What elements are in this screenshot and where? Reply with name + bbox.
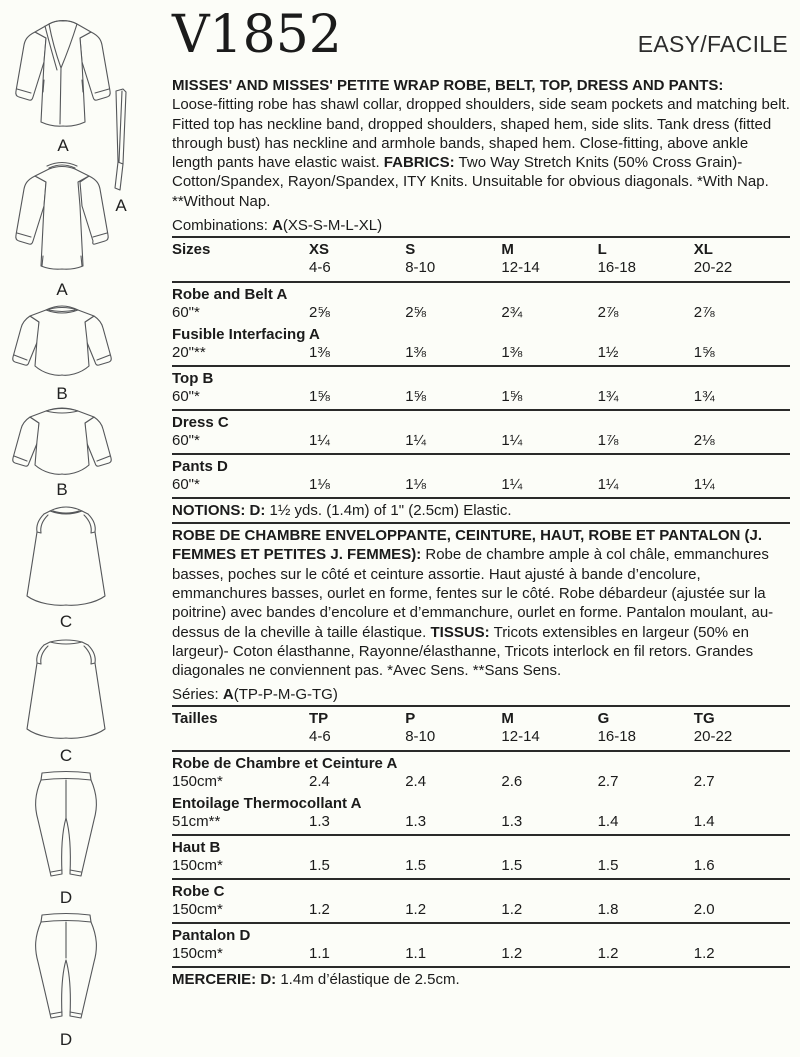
yardage-row [172,900,790,921]
yardage-value: 1.4 [597,813,619,831]
yardage-value: 1¼ [309,432,330,450]
yardage-value: 1.1 [405,945,427,963]
description-en-heading: MISSES' AND MISSES' PETITE WRAP ROBE, BELT, TOP, DRESS AND PANTS: [172,77,724,94]
series-combo: A [222,686,234,704]
fabric-width: 60"* [172,304,200,322]
yardage-value: 1⅛ [309,476,330,494]
yardage-row [172,431,790,452]
yardage-value: 1⅝ [309,388,330,406]
yardage-value: 1⅜ [309,344,330,362]
notions-text: 1½ yds. (1.4m) of 1" (2.5cm) Elastic. [265,502,512,520]
fabric-item-name: Robe C [172,883,225,901]
yardage-value: 1.2 [597,945,619,963]
combinations-label: Combinations: [172,217,273,235]
size-range: 8-10 [405,728,436,746]
fabric-width: 60"* [172,388,200,406]
yardage-value: 1⅛ [405,476,427,494]
yardage-value: 1.3 [405,813,427,831]
rule [172,497,790,499]
yardage-table-french [172,705,790,968]
figure-label: A [57,136,69,155]
top-front-drawing [6,300,118,382]
size-header-corner: Tailles [172,710,218,728]
yardage-value: 1.5 [309,857,330,875]
combinations-combo: A [272,217,283,235]
figure-label: A [56,280,68,299]
yardage-value: 1⅜ [501,344,523,362]
size-col-header: P [405,710,416,728]
fabrics-text: Two Way Stretch Knits (50% Cross Grain)- Cotton/Spandex, Rayon/Spandex, ITY Knits. Unsuitable for obvious diagonals. *With Nap. **Without Nap. [172,154,769,210]
series-line [172,685,790,704]
rule [172,453,790,455]
pattern-info [172,0,790,991]
mercerie-label: MERCERIE: D: [172,971,277,989]
mercerie-line [172,969,790,990]
mercerie-text: 1.4m d’élastique de 2.5cm. [276,971,460,989]
rule [172,834,790,836]
size-header-row [172,239,790,259]
fabric-item-name: Entoilage Thermocollant A [172,795,362,813]
yardage-value: 1¼ [501,476,523,494]
yardage-value: 1.2 [309,901,330,919]
rule [172,281,790,283]
yardage-row [172,856,790,877]
fabric-item-name: Robe and Belt A [172,286,288,304]
yardage-value: 1.2 [693,945,715,963]
yardage-value: 1.3 [309,813,330,831]
tissus-label: TISSUS: [430,623,490,641]
notions-label: NOTIONS: D: [172,502,266,520]
yardage-value: 1.5 [501,857,523,875]
fabric-item-name: Pants D [172,458,228,476]
yardage-value: 1.2 [501,901,523,919]
yardage-value: 1⅞ [597,432,619,450]
top-back-drawing [6,402,118,478]
yardage-row [172,772,790,793]
fabric-width: 51cm** [172,813,221,831]
yardage-value: 1.3 [501,813,523,831]
size-range: 8-10 [405,259,436,277]
yardage-value: 2¾ [501,304,523,322]
figure-pants-front [24,768,108,907]
yardage-value: 1.6 [693,857,715,875]
figure-label: B [56,384,68,403]
size-range: 12-14 [501,728,540,746]
pattern-number: V1852 [172,5,342,65]
yardage-value: 1¼ [693,476,715,494]
yardage-row [172,475,790,496]
yardage-row [172,387,790,408]
yardage-value: 1⅝ [693,344,715,362]
yardage-value: 1⅝ [501,388,523,406]
size-header-corner: Sizes [172,241,211,259]
size-col-header: S [405,241,416,259]
size-col-header: XS [309,241,330,259]
fabric-item-name: Top B [172,370,214,388]
size-col-header: XL [693,241,713,259]
yardage-value: 1.5 [597,857,619,875]
yardage-value: 2.7 [597,773,619,791]
description-english [172,76,790,211]
size-range: 20-22 [693,728,733,746]
figure-label: B [56,480,68,499]
rule [172,750,790,752]
fabric-width: 150cm* [172,901,223,919]
rule [172,705,790,707]
yardage-row [172,303,790,324]
yardage-value: 2.4 [309,773,330,791]
figure-label: C [59,746,73,765]
fabric-width: 150cm* [172,773,223,791]
robe-front-drawing [4,12,122,134]
rule [172,365,790,367]
size-range-row [172,728,790,749]
fabric-item-name: Dress C [172,414,229,432]
size-range: 16-18 [597,259,636,277]
difficulty-label: EASY/FACILE [637,31,788,57]
combinations-sizes: (XS-S-M-L-XL) [282,217,383,235]
rule [172,236,790,238]
yardage-value: 1.5 [405,857,427,875]
yardage-table-english [172,236,790,499]
description-fr-body: Robe de chambre ample à col châle, emmanchures basses, poches sur le côté et ceinture assortie. Haut ajusté à bande d’encolure, emmanchures basses, ourlet en forme, fentes sur le côté. Robe débardeur (ajustée sur la poitrine) avec bandes d’encolure et d’emmanchure, ourlet en forme. Pantalon moulant, au-dessus de la cheville à taille élastique. [172,546,774,641]
fabric-width: 150cm* [172,857,223,875]
size-col-header: M [501,241,514,259]
dress-back-drawing [20,634,112,744]
rule [172,522,790,524]
size-col-header: G [597,710,610,728]
figure-dress-front [20,502,112,631]
yardage-value: 1.4 [693,813,715,831]
yardage-value: 1½ [597,344,619,362]
fabric-item-name: Fusible Interfacing A [172,326,320,344]
fabric-item-name: Pantalon D [172,927,251,945]
yardage-value: 2.7 [693,773,715,791]
fabric-width: 20"** [172,344,206,362]
rule [172,409,790,411]
size-header-row [172,708,790,728]
series-label: Séries: [172,686,223,704]
pants-back-drawing [24,910,108,1028]
series-sizes: (TP-P-M-G-TG) [233,686,338,704]
yardage-value: 2⅝ [309,304,330,322]
description-french [172,526,790,680]
size-range: 4-6 [309,728,331,746]
yardage-value: 1.2 [501,945,523,963]
yardage-value: 2⅛ [693,432,715,450]
yardage-value: 1¼ [501,432,523,450]
pants-front-drawing [24,768,108,886]
fabrics-label: FABRICS: [383,154,455,172]
yardage-value: 2⅞ [693,304,715,322]
size-col-header: M [501,710,514,728]
yardage-value: 2.4 [405,773,427,791]
figure-label: C [59,612,73,631]
yardage-value: 2⅞ [597,304,619,322]
rule [172,966,790,968]
figure-dress-back [20,634,112,765]
yardage-value: 1⅜ [405,344,427,362]
fabric-item-name: Haut B [172,839,221,857]
description-en-body: Loose-fitting robe has shawl collar, dropped shoulders, side seam pockets and matching belt. Fitted top has neckline band, dropped shoulders, shaped hem, side slits. Tank dress (fitted through bust) has neckline and armhole bands, shaped hem. Close-fitting, above ankle length pants have elastic waist. [172,96,790,172]
rule [172,878,790,880]
size-range: 20-22 [693,259,733,277]
yardage-value: 1.8 [597,901,619,919]
yardage-row [172,343,790,364]
yardage-value: 1¾ [597,388,619,406]
size-range: 12-14 [501,259,540,277]
size-col-header: L [597,241,607,259]
size-range-row [172,259,790,280]
notions-line [172,500,790,521]
size-range: 4-6 [309,259,331,277]
yardage-row [172,944,790,965]
yardage-value: 1.2 [405,901,427,919]
yardage-value: 2⅝ [405,304,427,322]
fabric-width: 60"* [172,432,200,450]
figure-top-back [6,402,118,499]
rule [172,922,790,924]
figure-label: D [59,1030,73,1049]
dress-front-drawing [20,502,112,610]
description-fr-heading: ROBE DE CHAMBRE ENVELOPPANTE, CEINTURE, HAUT, ROBE ET PANTALON (J. FEMMES ET PETITES J. FEMMES): [172,527,763,564]
size-col-header: TG [693,710,715,728]
figure-label: A [115,196,127,215]
figure-top-front [6,300,118,403]
yardage-value: 1.1 [309,945,330,963]
yardage-value: 1⅝ [405,388,427,406]
yardage-value: 1¾ [693,388,715,406]
size-col-header: TP [309,710,329,728]
figure-label: D [59,888,73,907]
yardage-value: 1¼ [597,476,619,494]
figure-robe-back [6,156,118,299]
yardage-value: 2.6 [501,773,523,791]
size-range: 16-18 [597,728,636,746]
combinations-line [172,216,790,235]
fabric-item-name: Robe de Chambre et Ceinture A [172,755,398,773]
yardage-value: 2.0 [693,901,715,919]
yardage-row [172,812,790,833]
figure-pants-back [24,910,108,1049]
tissus-text: Tricots extensibles en largeur (50% en largeur)- Coton élasthanne, Rayonne/élasthanne, Tricots interlock en fil retors. Grandes diagonales ne conviennent pas. *Avec Sens. **Sans Sens. [172,623,754,680]
yardage-value: 1¼ [405,432,427,450]
fabric-width: 60"* [172,476,200,494]
robe-back-drawing [6,156,118,278]
figure-robe-front [4,12,122,155]
fabric-width: 150cm* [172,945,223,963]
